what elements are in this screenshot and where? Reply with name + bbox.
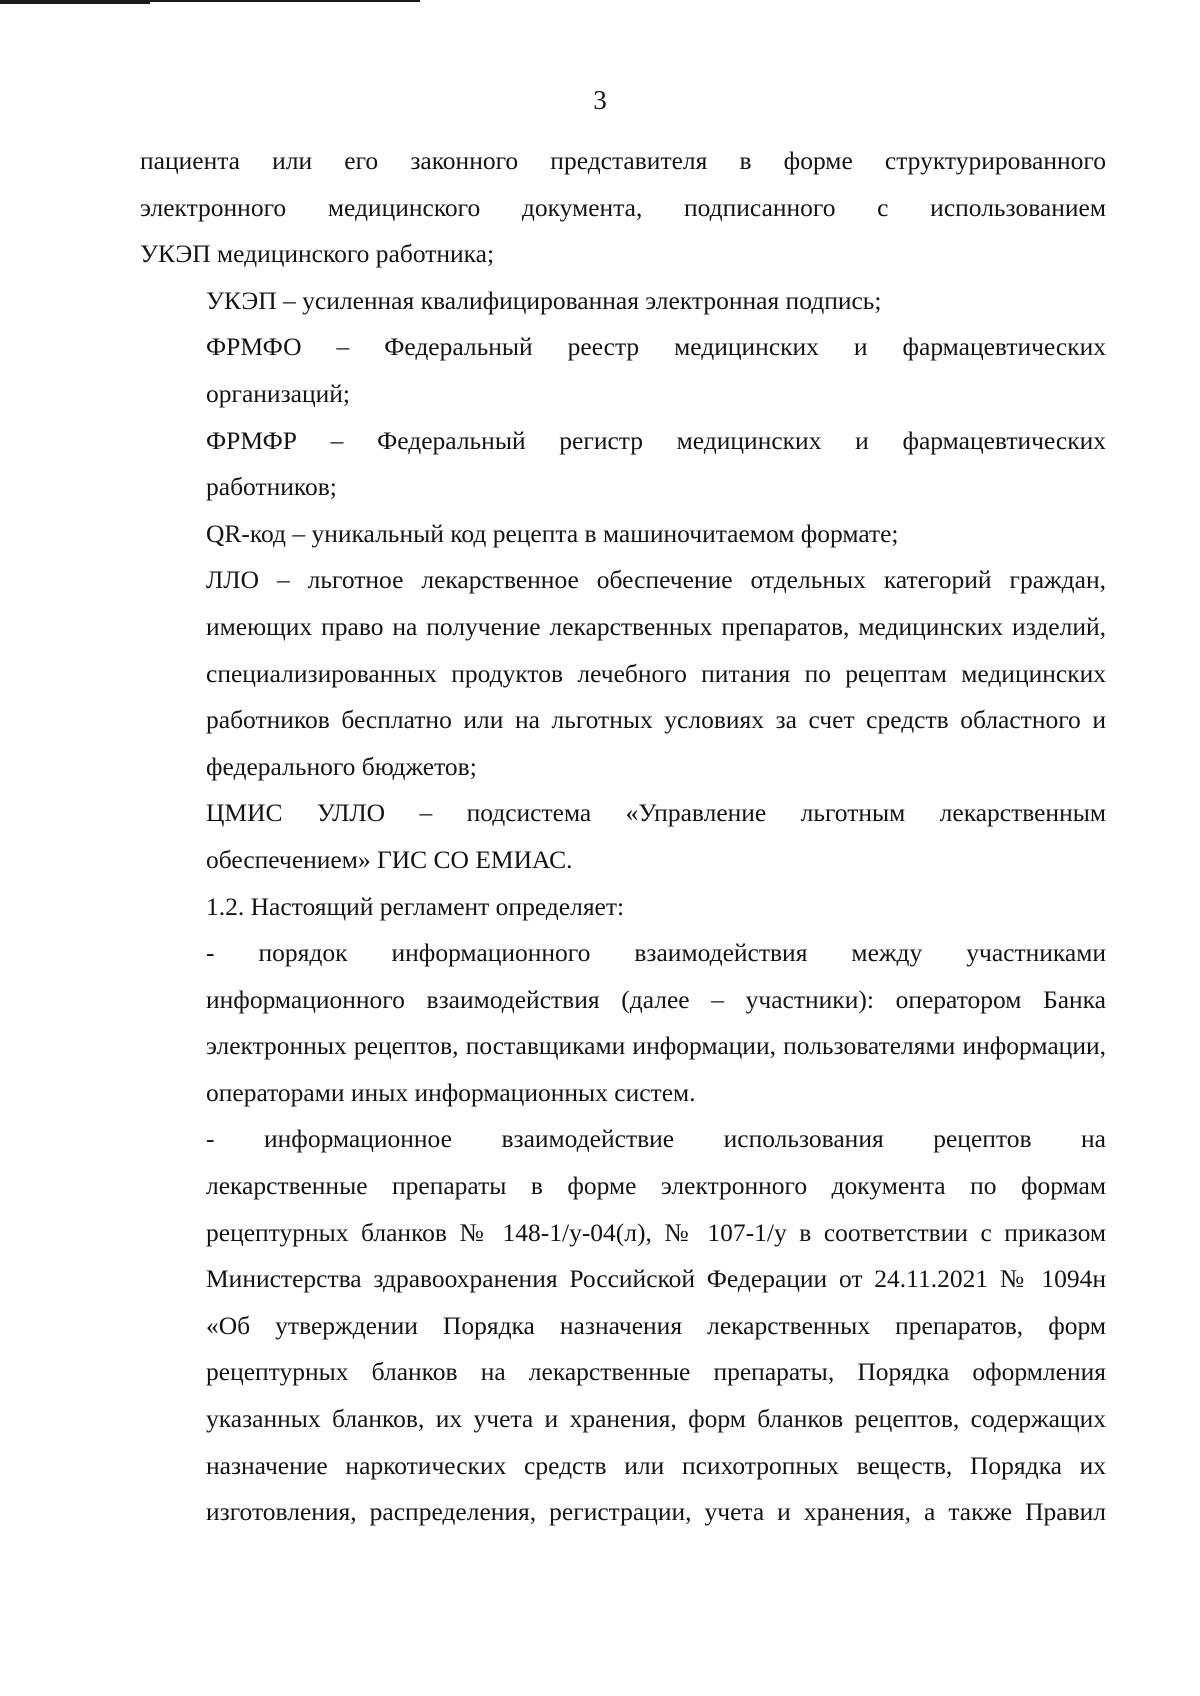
text-line: - информационное взаимодействие использования рецептов на	[206, 1124, 1106, 1154]
text-line: ФРМФР – Федеральный регистр медицинских и фармацевтических	[206, 425, 1106, 455]
text-line: организаций;	[206, 378, 350, 408]
text-line: УКЭП медицинского работника;	[140, 239, 495, 269]
text-line: ЛЛО – льготное лекарственное обеспечение отдельных категорий граждан,	[206, 565, 1106, 595]
text-line: работников бесплатно или на льготных условиях за счет средств областного и	[206, 705, 1106, 735]
text-line: электронного медицинского документа, подписанного с использованием	[140, 192, 1106, 222]
text-line: рецептурных бланков № 148-1/у-04(л), № 107-1/у в соответствии с приказом	[206, 1217, 1106, 1247]
paragraph	[140, 418, 1106, 511]
text-line: изготовления, распределения, регистрации, учета и хранения, а также Правил	[206, 1497, 1106, 1527]
paragraph	[140, 1116, 1106, 1535]
text-line: - порядок информационного взаимодействия между участниками	[206, 938, 1106, 968]
page-number: 3	[593, 85, 607, 115]
text-line: QR-код – уникальный код рецепта в машиночитаемом формате;	[206, 518, 899, 548]
text-line: пациента или его законного представителя в форме структурированного	[140, 146, 1106, 175]
text-line: специализированных продуктов лечебного питания по рецептам медицинских	[206, 658, 1106, 688]
scan-edge-mark	[0, 0, 150, 4]
text-line: рецептурных бланков на лекарственные препараты, Порядка оформления	[206, 1357, 1106, 1387]
paragraph	[140, 324, 1106, 417]
text-line: федерального бюджетов;	[206, 751, 477, 781]
text-line: электронных рецептов, поставщиками информации, пользователями информации,	[206, 1031, 1106, 1061]
document-body	[140, 138, 1106, 1536]
text-line: Министерства здравоохранения Российской Федерации от 24.11.2021 № 1094н	[206, 1264, 1106, 1294]
text-line: имеющих право на получение лекарственных препаратов, медицинских изделий,	[206, 611, 1106, 641]
paragraph	[140, 557, 1106, 790]
text-line: ЦМИС УЛЛО – подсистема «Управление льготным лекарственным	[206, 798, 1106, 828]
text-line: операторами иных информационных систем.	[206, 1077, 696, 1107]
text-line: назначение наркотических средств или психотропных веществ, Порядка их	[206, 1450, 1106, 1480]
paragraph	[140, 278, 1106, 325]
text-line: УКЭП – усиленная квалифицированная электронная подпись;	[206, 285, 882, 315]
text-line: указанных бланков, их учета и хранения, форм бланков рецептов, содержащих	[206, 1404, 1106, 1434]
text-line: 1.2. Настоящий регламент определяет:	[206, 891, 625, 921]
text-line: работников;	[206, 472, 337, 502]
paragraph	[140, 790, 1106, 883]
paragraph	[140, 930, 1106, 1116]
text-line: лекарственные препараты в форме электронного документа по формам	[206, 1171, 1106, 1201]
text-line: обеспечением» ГИС СО ЕМИАС.	[206, 844, 573, 874]
text-line: информационного взаимодействия (далее – участники): оператором Банка	[206, 984, 1106, 1014]
paragraph	[140, 884, 1106, 931]
paragraph	[140, 511, 1106, 558]
text-line: «Об утверждении Порядка назначения лекарственных препаратов, форм	[206, 1310, 1106, 1340]
text-line: ФРМФО – Федеральный реестр медицинских и фармацевтических	[206, 332, 1106, 362]
paragraph	[140, 138, 1106, 278]
